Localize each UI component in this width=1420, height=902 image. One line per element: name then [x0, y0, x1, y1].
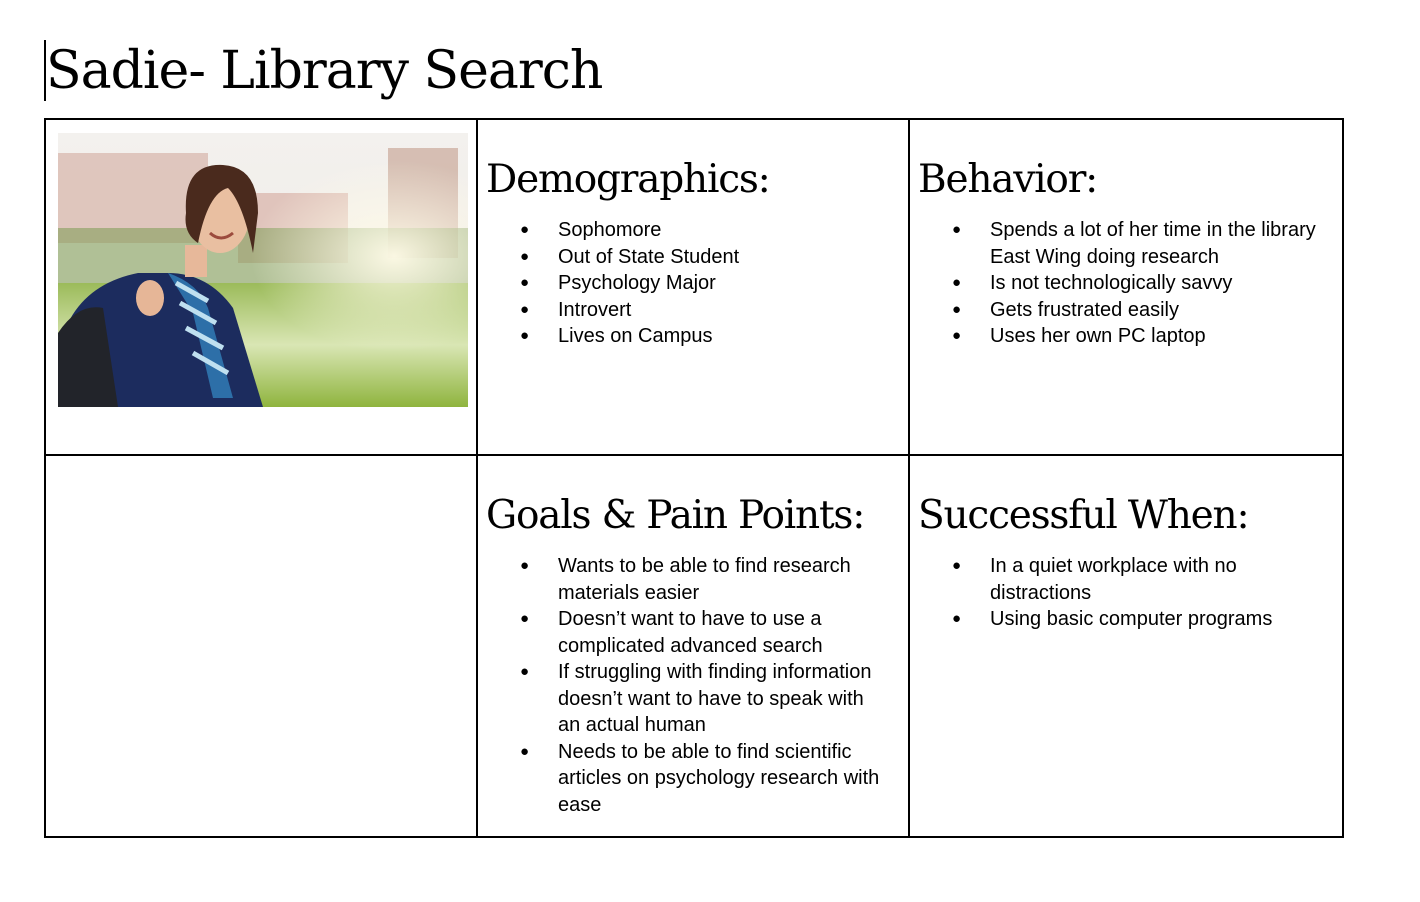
- list-item: ● Wants to be able to find research materials easier: [558, 553, 908, 606]
- list-item: ● Is not technologically savvy: [990, 270, 1342, 297]
- persona-row: [45, 119, 1343, 455]
- persona-table: [44, 118, 1344, 838]
- goals-heading: Goals & Pain Points:: [486, 493, 865, 538]
- behavior-heading: Behavior:: [918, 157, 1098, 202]
- list-item: ● Needs to be able to find scientific articles on psychology research with ease: [558, 739, 908, 819]
- behavior-cell[interactable]: [909, 119, 1343, 455]
- successful-when-heading: Successful When:: [918, 493, 1249, 538]
- demographics-list: [486, 217, 908, 350]
- goals-list: [486, 553, 908, 818]
- empty-cell[interactable]: [45, 455, 477, 837]
- goals-cell[interactable]: [477, 455, 909, 837]
- photo-cell[interactable]: [45, 119, 477, 455]
- list-item: ● If struggling with finding information doesn’t want to have to speak with an actual human: [558, 659, 908, 739]
- list-item: ● Doesn’t want to have to use a complicated advanced search: [558, 606, 908, 659]
- list-item: ● In a quiet workplace with no distractions: [990, 553, 1342, 606]
- list-item: ● Spends a lot of her time in the library East Wing doing research: [990, 217, 1342, 270]
- list-item: ● Lives on Campus: [558, 323, 908, 350]
- list-item: ● Sophomore: [558, 217, 908, 244]
- document-title[interactable]: Sadie- Library Search: [46, 41, 603, 101]
- persona-photo-icon[interactable]: [58, 133, 468, 407]
- list-item: ● Uses her own PC laptop: [990, 323, 1342, 350]
- list-item: ● Gets frustrated easily: [990, 297, 1342, 324]
- list-item: ● Out of State Student: [558, 244, 908, 271]
- successful-when-list: [918, 553, 1342, 633]
- list-item: ● Using basic computer programs: [990, 606, 1342, 633]
- list-item: ● Psychology Major: [558, 270, 908, 297]
- behavior-list: [918, 217, 1342, 350]
- demographics-cell[interactable]: [477, 119, 909, 455]
- persona-row: [45, 455, 1343, 837]
- list-item: ● Introvert: [558, 297, 908, 324]
- demographics-heading: Demographics:: [486, 157, 770, 202]
- successful-when-cell[interactable]: [909, 455, 1343, 837]
